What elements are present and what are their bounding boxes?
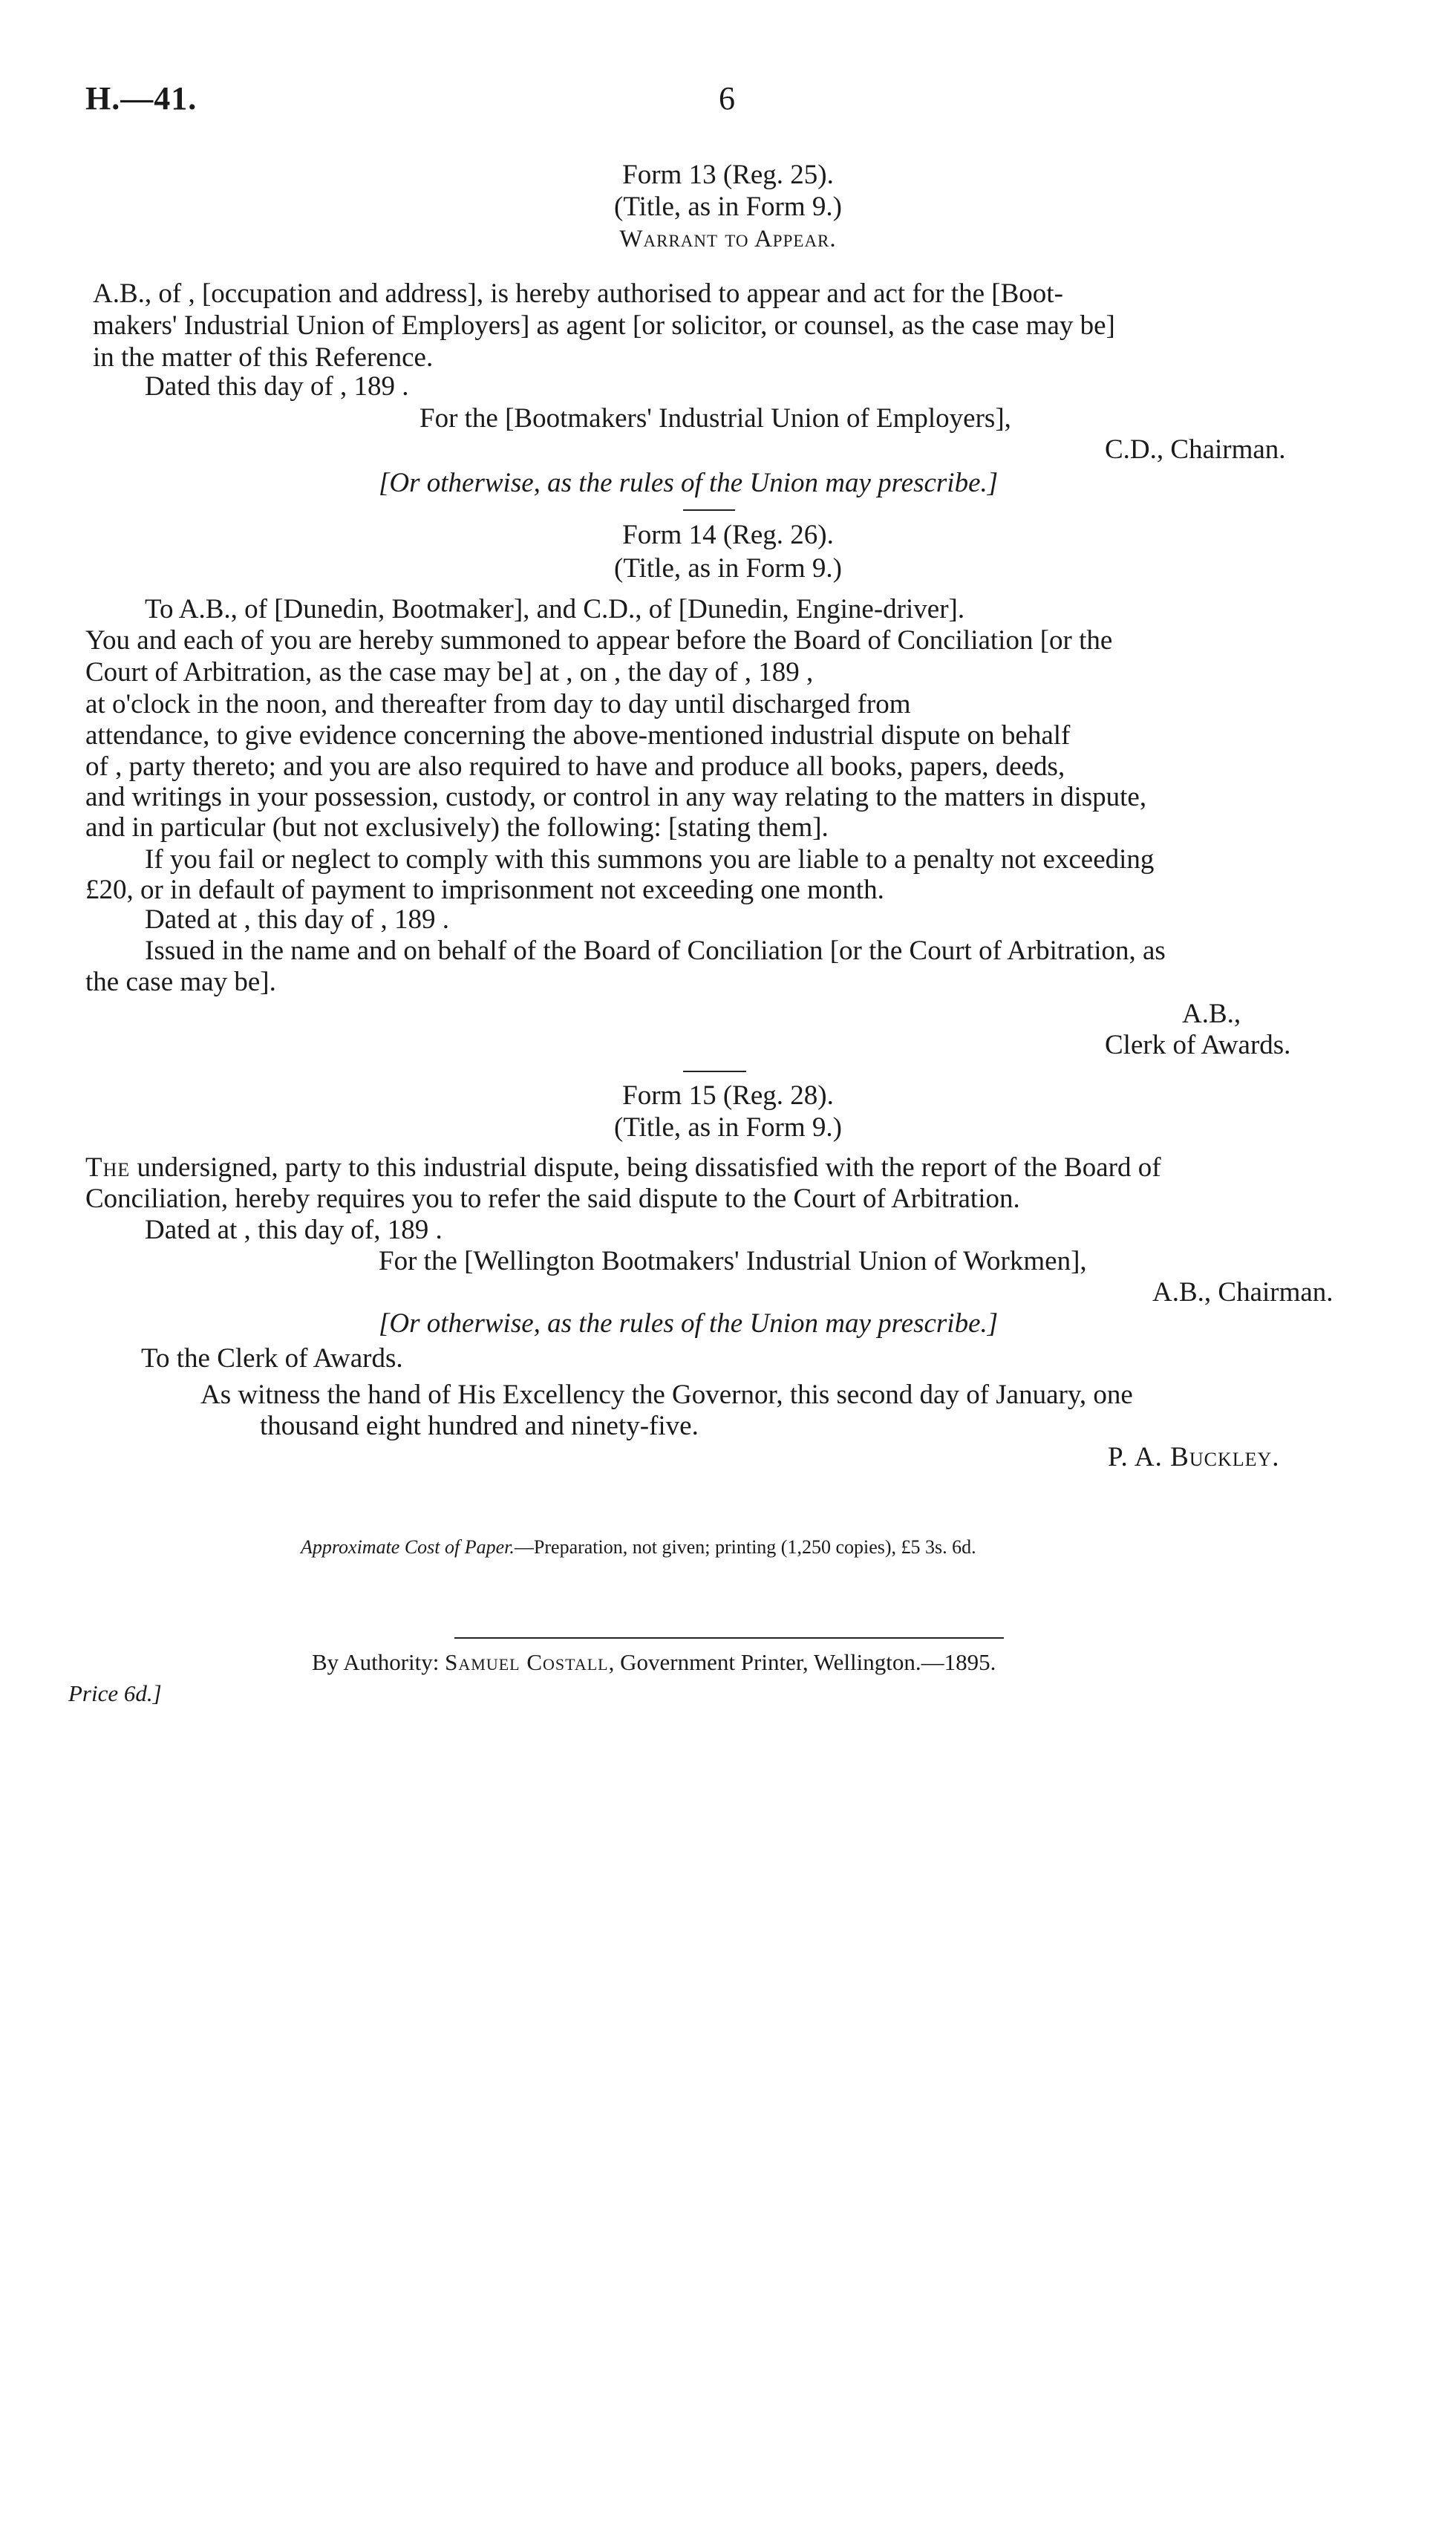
form15-title: Form 15 (Reg. 28). <box>622 1080 834 1111</box>
cost-of-paper: Approximate Cost of Paper.—Preparation, not given; printing (1,250 copies), £5 3s. 6d. <box>301 1536 976 1558</box>
form15-otherwise: [Or otherwise, as the rules of the Union may prescribe.] <box>379 1308 999 1339</box>
section-divider <box>683 509 735 511</box>
section-divider <box>683 1071 746 1072</box>
form14-p1-line4: attendance, to give evidence concerning the above-mentioned industrial dispute on behalf <box>85 720 1071 751</box>
form14-p1-line3: at o'clock in the noon, and thereafter from day to day until discharged from <box>85 689 911 719</box>
form15-p1-line2: Conciliation, hereby requires you to refer the said dispute to the Court of Arbitration. <box>85 1184 1020 1214</box>
form15-p1-line1: The undersigned, party to this industrial dispute, being dissatisfied with the report of the Board of <box>85 1152 1161 1183</box>
form15-to-clerk: To the Clerk of Awards. <box>141 1343 403 1374</box>
form14-p1-line5: of , party thereto; and you are also required to have and produce all books, papers, deeds, <box>85 751 1065 782</box>
witness-line2: thousand eight hundred and ninety-five. <box>260 1411 699 1441</box>
form14-p1-line7: and in particular (but not exclusively) the following: [stating them]. <box>85 812 829 843</box>
price: Price 6d.] <box>68 1680 162 1706</box>
form15-dated: Dated at , this day of, 189 . <box>145 1215 443 1245</box>
form13-dated: Dated this day of , 189 . <box>145 371 409 402</box>
printer-authority: By Authority: Samuel Costall, Government Printer, Wellington.—1895. <box>312 1649 996 1675</box>
form14-signatory-title: Clerk of Awards. <box>1105 1030 1291 1060</box>
witness-signature: P. A. Buckley. <box>1108 1442 1280 1472</box>
form14-p2-line2: £20, or in default of payment to imprisonment not exceeding one month. <box>85 875 884 905</box>
form13-line1: A.B., of , [occupation and address], is hereby authorised to appear and act for the [Boot- <box>93 278 1063 309</box>
form14-dated: Dated at , this day of , 189 . <box>145 904 449 935</box>
form13-subtitle: (Title, as in Form 9.) <box>614 192 842 222</box>
form13-for-the: For the [Bootmakers' Industrial Union of Employers], <box>420 403 1011 434</box>
witness-line1: As witness the hand of His Excellency the Governor, this second day of January, one <box>200 1380 1133 1410</box>
form14-to-line: To A.B., of [Dunedin, Bootmaker], and C.D., of [Dunedin, Engine-driver]. <box>145 594 965 624</box>
footer-rule <box>454 1637 1004 1639</box>
form13-line3: in the matter of this Reference. <box>93 342 434 373</box>
form15-for-the: For the [Wellington Bootmakers' Industrial Union of Workmen], <box>379 1246 1087 1276</box>
form14-p2-line1: If you fail or neglect to comply with this summons you are liable to a penalty not exceeding <box>145 844 1155 875</box>
form13-heading: Warrant to Appear. <box>619 226 837 252</box>
form14-signatory: A.B., <box>1182 999 1241 1029</box>
form14-p1-line2: Court of Arbitration, as the case may be] at , on , the day of , 189 , <box>85 657 814 688</box>
document-reference: H.—41. <box>85 80 197 117</box>
form14-issued-line1: Issued in the name and on behalf of the Board of Conciliation [or the Court of Arbitration, as <box>145 936 1166 966</box>
form14-p1-line6: and writings in your possession, custody, or control in any way relating to the matters in dispute, <box>85 782 1147 812</box>
form13-title: Form 13 (Reg. 25). <box>622 160 834 190</box>
form15-signatory: A.B., Chairman. <box>1152 1277 1333 1308</box>
form14-subtitle: (Title, as in Form 9.) <box>614 553 842 584</box>
form15-subtitle: (Title, as in Form 9.) <box>614 1112 842 1143</box>
form14-title: Form 14 (Reg. 26). <box>622 520 834 550</box>
form13-line2: makers' Industrial Union of Employers] as agent [or solicitor, or counsel, as the case may be] <box>93 310 1115 341</box>
form14-issued-line2: the case may be]. <box>85 967 276 997</box>
page-number: 6 <box>719 80 735 117</box>
form13-otherwise: [Or otherwise, as the rules of the Union may prescribe.] <box>379 468 999 498</box>
form14-p1-line1: You and each of you are hereby summoned to appear before the Board of Conciliation [or the <box>85 625 1113 656</box>
form13-signatory: C.D., Chairman. <box>1105 434 1286 465</box>
